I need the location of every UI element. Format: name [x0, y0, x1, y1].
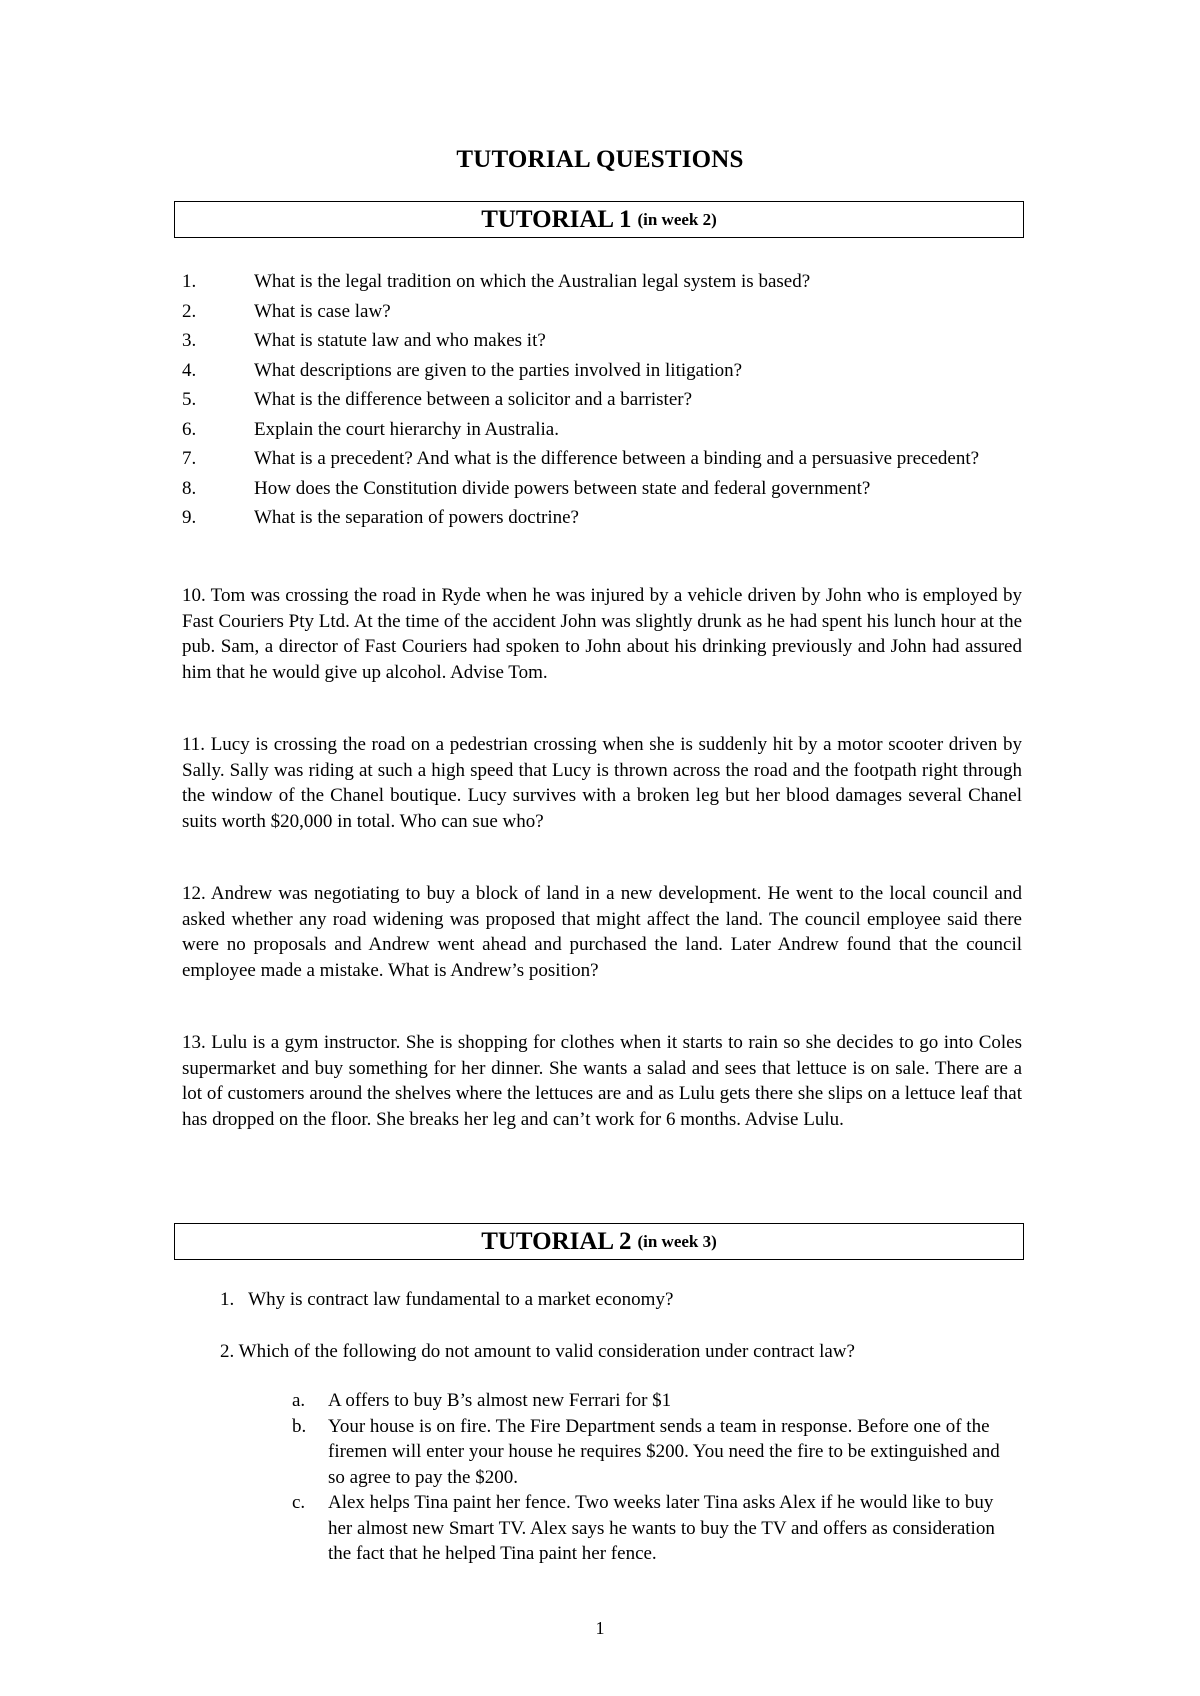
tutorial-1-question-list	[182, 267, 1027, 533]
question-number: 2.	[182, 300, 197, 322]
tutorial-1-subheading: (in week 2)	[637, 209, 717, 229]
question-text: How does the Constitution divide powers between state and federal government?	[254, 477, 871, 499]
tutorial-2-question-1: 1. Why is contract law fundamental to a market economy?	[220, 1289, 674, 1310]
list-item	[182, 297, 1027, 327]
question-number: 1.	[182, 271, 197, 292]
option-text: Your house is on fire. The Fire Department sends a team in response. Before one of the firemen will enter your house he requires $200. You need the fire to be extinguished and so agree to pay the $200.	[328, 1415, 1000, 1488]
scenario-question-13: 13. Lulu is a gym instructor. She is shopping for clothes when it starts to rain so she decides to go into Coles supermarket and buy something for her dinner. She wants a salad and sees that lettuce is on sale. There are a lot of customers around the shelves where the lettuces are and as Lulu gets there she slips on a lettuce leaf that has dropped on the floor. She breaks her leg and can’t work for 6 months. Advise Lulu.	[182, 1032, 1022, 1130]
option-letter: c.	[292, 1492, 306, 1513]
list-item	[182, 444, 1027, 474]
scenario-question-10: 10. Tom was crossing the road in Ryde when he was injured by a vehicle driven by John who is employed by Fast Couriers Pty Ltd. At the time of the accident John was slightly drunk as he had spent his lunch hour at the pub. Sam, a director of Fast Couriers had spoken to John about his drinking previously and John had assured him that he would give up alcohol. Advise Tom.	[182, 585, 1022, 683]
tutorial-2-heading: TUTORIAL 2	[481, 1227, 632, 1255]
option-text: A offers to buy B’s almost new Ferrari for $1	[328, 1390, 672, 1411]
question-number: 7.	[182, 448, 197, 469]
question-text: Explain the court hierarchy in Australia.	[254, 418, 559, 440]
list-item	[182, 356, 1027, 386]
scenario-question-12: 12. Andrew was negotiating to buy a block of land in a new development. He went to the local council and asked whether any road widening was proposed that might affect the land. The council employee said there were no proposals and Andrew went ahead and purchased the land. Later Andrew found that the council employee made a mistake. What is Andrew’s position?	[182, 883, 1022, 981]
page-number: 1	[595, 1618, 605, 1638]
list-item	[182, 474, 1027, 504]
list-item	[182, 415, 1027, 445]
question-text: What is the difference between a solicitor and a barrister?	[254, 389, 693, 410]
question-text: What is a precedent? And what is the difference between a binding and a persuasive precedent?	[254, 448, 980, 469]
question-number: 8.	[182, 477, 197, 499]
list-item	[292, 1490, 1017, 1567]
list-item	[292, 1414, 1017, 1491]
question-text: What is the separation of powers doctrine?	[254, 507, 579, 528]
question-text: What is case law?	[254, 300, 391, 322]
question-number: 3.	[182, 330, 197, 351]
list-item	[292, 1388, 1017, 1414]
list-item	[182, 267, 1027, 297]
question-number: 5.	[182, 389, 197, 410]
question-text: What is the legal tradition on which the Australian legal system is based?	[254, 271, 811, 292]
scenario-question-11: 11. Lucy is crossing the road on a pedestrian crossing when she is suddenly hit by a motor scooter driven by Sally. Sally was riding at such a high speed that Lucy is thrown across the road and the footpath right through the window of the Chanel boutique. Lucy survives with a broken leg but her blood damages several Chanel suits worth $20,000 in total. Who can sue who?	[182, 734, 1022, 832]
list-item	[182, 385, 1027, 415]
option-text: Alex helps Tina paint her fence. Two weeks later Tina asks Alex if he would like to buy her almost new Smart TV. Alex says he wants to buy the TV and offers as consideration the fact that he helped Tina paint her fence.	[328, 1492, 995, 1564]
option-letter: a.	[292, 1390, 306, 1411]
list-item	[182, 503, 1027, 533]
list-item	[182, 326, 1027, 356]
option-letter: b.	[292, 1415, 307, 1437]
question-text: What descriptions are given to the parties involved in litigation?	[254, 359, 743, 381]
tutorial-2-heading-box	[174, 1223, 1024, 1260]
question-number: 9.	[182, 507, 197, 528]
tutorial-2-options-list	[292, 1388, 1017, 1567]
tutorial-2-subheading: (in week 3)	[637, 1231, 717, 1251]
tutorial-1-heading-box	[174, 201, 1024, 238]
question-number: 4.	[182, 359, 197, 381]
question-text: What is statute law and who makes it?	[254, 330, 546, 351]
tutorial-1-heading: TUTORIAL 1	[481, 205, 632, 233]
page-title: TUTORIAL QUESTIONS	[456, 146, 744, 173]
question-number: 6.	[182, 418, 197, 440]
tutorial-2-question-2: 2. Which of the following do not amount to valid consideration under contract law?	[220, 1341, 855, 1362]
